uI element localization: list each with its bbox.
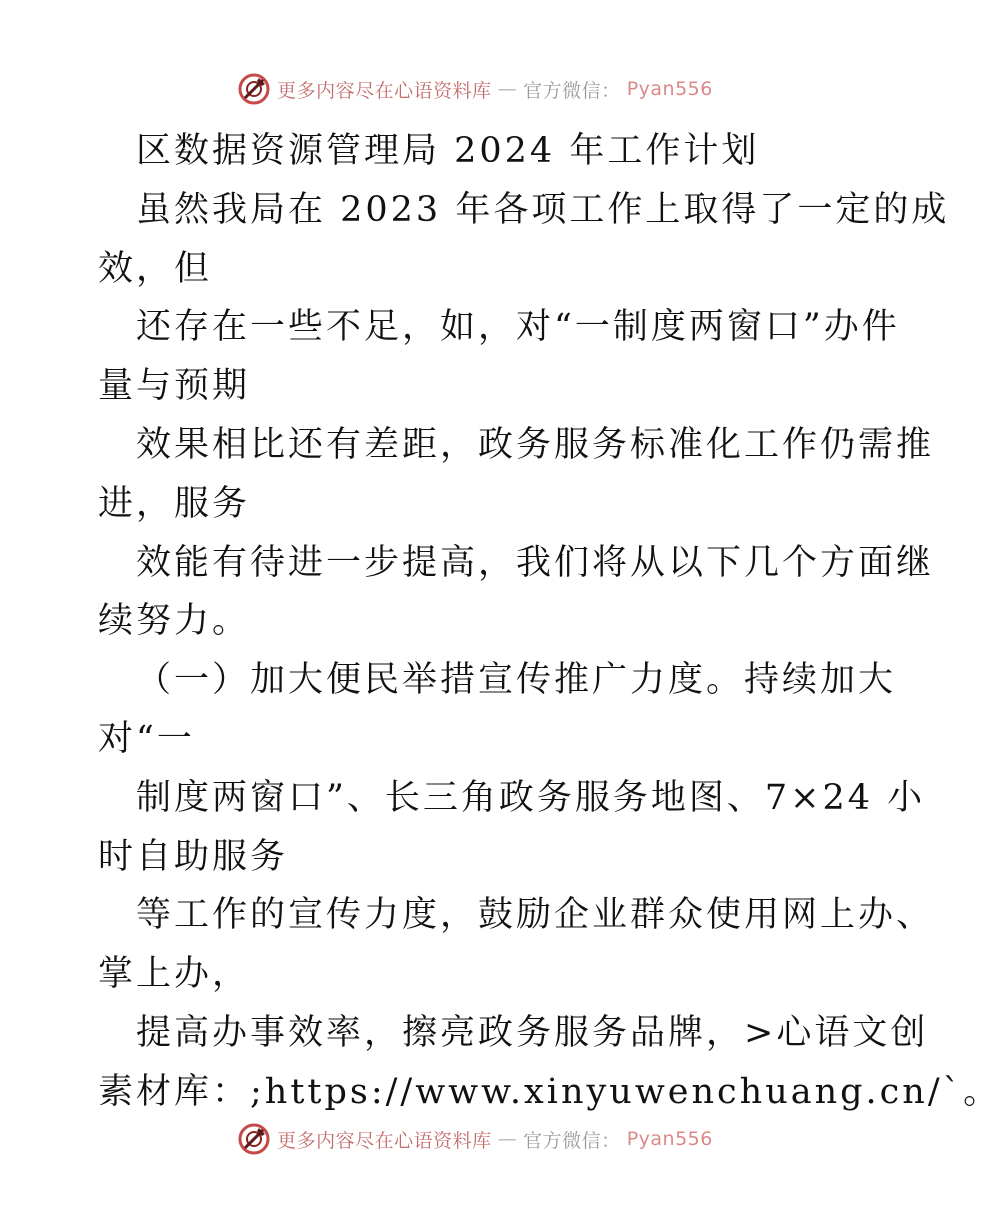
footer-watermark bbox=[0, 1122, 950, 1156]
paragraph-line: 制度两窗口”、长三角政务服务地图、7×24 小 bbox=[136, 777, 926, 818]
paragraph-line: 续努力。 bbox=[98, 601, 251, 642]
watermark-text: 更多内容尽在心语资料库 bbox=[277, 1129, 492, 1152]
document-title: 区数据资源管理局 2024 年工作计划 bbox=[136, 131, 760, 171]
watermark-dash: — bbox=[497, 78, 518, 100]
paragraph-line: 虽然我局在 2023 年各项工作上取得了一定的成 bbox=[136, 189, 950, 230]
paragraph-line: 量与预期 bbox=[98, 366, 251, 407]
paragraph-line: 效果相比还有差距，政务服务标准化工作仍需推 bbox=[136, 424, 935, 465]
watermark-text: 更多内容尽在心语资料库 bbox=[277, 79, 492, 102]
watermark-label: 官方微信： bbox=[523, 1129, 621, 1152]
paragraph-line: 还存在一些不足，如，对“一制度两窗口”办件 bbox=[136, 307, 900, 348]
paragraph-line: 素材库：;https://www.xinyuwenchuang.cn/`。 bbox=[98, 1071, 1001, 1112]
paragraph-line: 效，但 bbox=[98, 248, 213, 289]
paragraph-line: 对“一 bbox=[98, 718, 195, 759]
watermark-id: Pyan556 bbox=[626, 1128, 713, 1150]
paragraph-line: 进，服务 bbox=[98, 483, 251, 524]
document-body bbox=[98, 122, 1001, 1122]
watermark-label: 官方微信： bbox=[523, 79, 621, 102]
section-heading-line: （一）加大便民举措宣传推广力度。持续加大 bbox=[136, 660, 897, 701]
header-watermark bbox=[0, 72, 950, 106]
brand-logo-icon bbox=[237, 1122, 271, 1156]
paragraph-line: 时自助服务 bbox=[98, 836, 289, 877]
watermark-dash: — bbox=[497, 1128, 518, 1150]
paragraph-line: 掌上办， bbox=[98, 954, 251, 995]
paragraph-line: 提高办事效率，擦亮政务服务品牌，>心语文创 bbox=[136, 1012, 929, 1053]
watermark-id: Pyan556 bbox=[626, 78, 713, 100]
paragraph-line: 效能有待进一步提高，我们将从以下几个方面继 bbox=[136, 542, 935, 583]
brand-logo-icon bbox=[237, 72, 271, 106]
paragraph-line: 等工作的宣传力度，鼓励企业群众使用网上办、 bbox=[136, 895, 935, 936]
